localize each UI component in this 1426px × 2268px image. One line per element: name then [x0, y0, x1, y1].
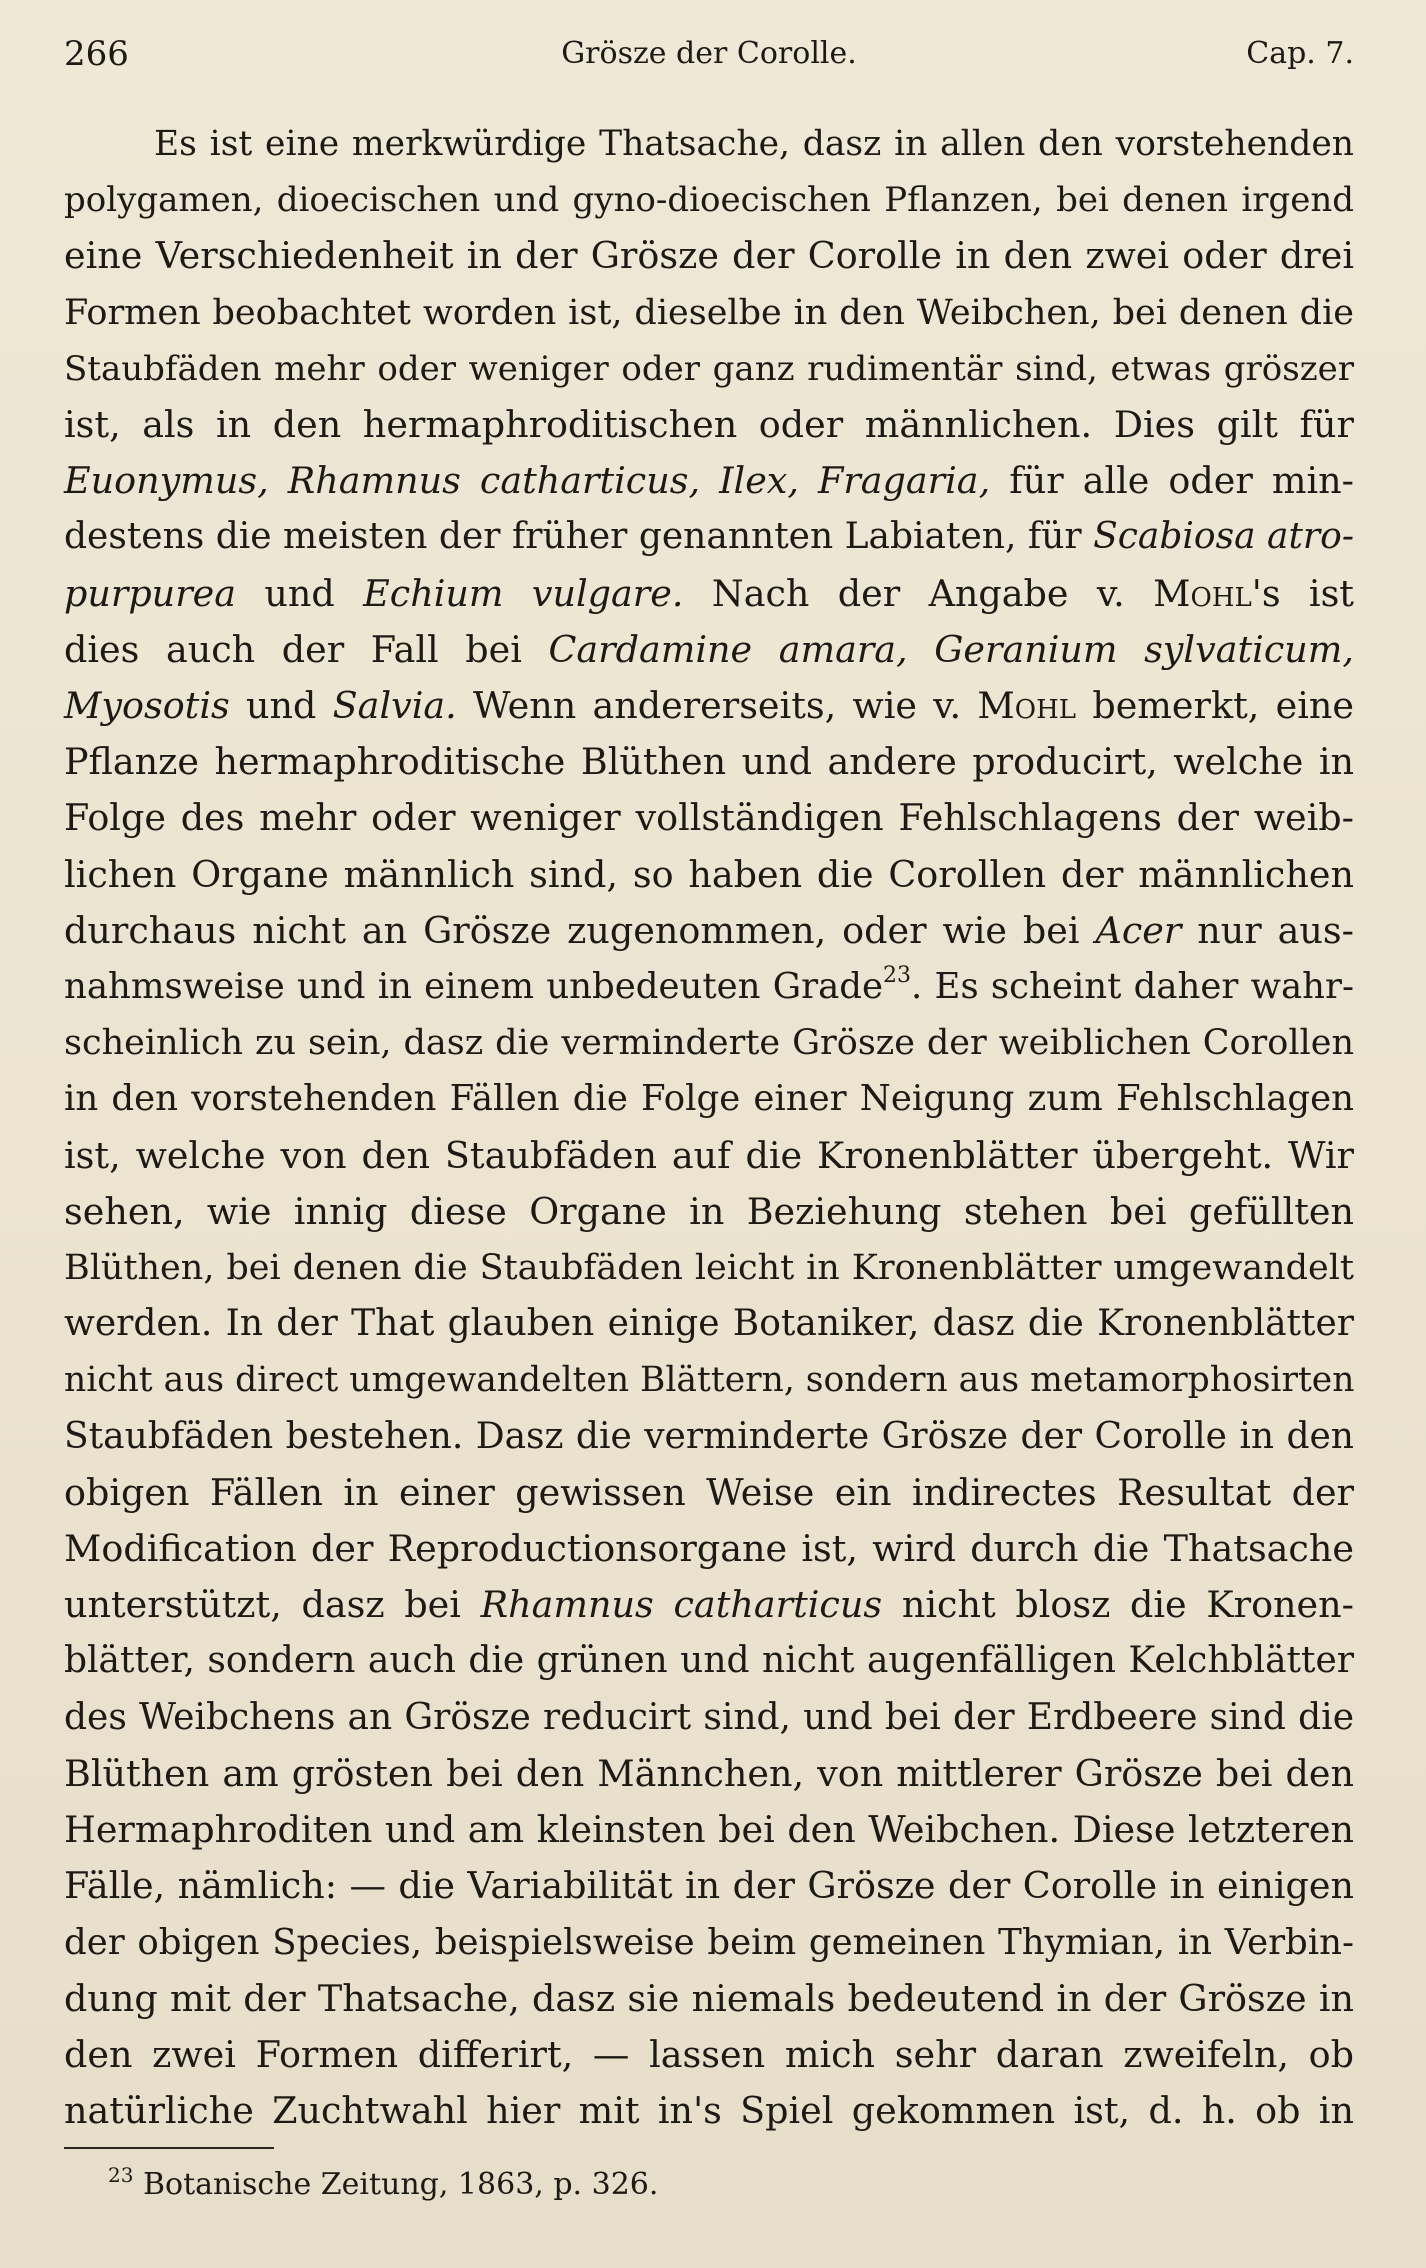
text-line: sehen, wie innig diese Organe in Beziehung stehen bei gefüllten	[64, 1189, 1354, 1233]
text-line: Formen beobachtet worden ist, dieselbe in den Weibchen, bei denen die	[64, 292, 1354, 333]
species-name: Acer	[1095, 908, 1182, 952]
text-line: blätter, sondern auch die grünen und nicht augenfälligen Kelchblätter	[64, 1640, 1354, 1682]
text-span: und	[236, 571, 364, 615]
text-line: den zwei Formen differirt, — lassen mich sehr daran zweifeln, ob	[64, 2032, 1354, 2076]
text-line	[64, 959, 1354, 1015]
text-span: Nach der Angabe v.	[683, 571, 1154, 615]
author-name: Mohl	[977, 684, 1077, 728]
text-line: eine Verschiedenheit in der Grösze der Corolle in den zwei oder drei	[64, 234, 1354, 278]
text-line: lichen Organe männlich sind, so haben die Corollen der männlichen	[64, 852, 1354, 896]
species-name: purpurea	[64, 571, 237, 615]
text-line: Folge des mehr oder weniger vollständigen Fehlschlagens der weib-	[64, 796, 1354, 840]
text-span: nur aus-	[1181, 908, 1354, 952]
page-header	[64, 26, 1354, 82]
text-line: Fälle, nämlich: — die Variabilität in der Grösze der Corolle in einigen	[64, 1864, 1354, 1908]
text-line: Es ist eine merkwürdige Thatsache, dasz in allen den vorstehenden	[154, 124, 1354, 164]
text-line	[64, 678, 1354, 734]
species-names: Cardamine amara, Geranium sylvaticum,	[548, 627, 1354, 671]
species-name: Rhamnus catharticus	[480, 1583, 883, 1627]
text-line	[64, 1577, 1354, 1633]
species-name: Scabiosa atro-	[1093, 516, 1354, 558]
text-line: Blüthen am grösten bei den Männchen, von mittlerer Grösze bei den	[64, 1751, 1354, 1795]
text-line: Modification der Reproductionsorgane ist, wird durch die Thatsache	[64, 1527, 1354, 1571]
text-line: polygamen, dioecischen und gyno-dioecischen Pflanzen, bei denen irgend	[64, 180, 1354, 221]
running-title: Grösze der Corolle.	[561, 36, 857, 71]
text-span: für alle oder min-	[990, 459, 1354, 503]
species-name: Myosotis	[64, 684, 230, 728]
text-line: dung mit der Thatsache, dasz sie niemals bedeutend in der Grösze in	[64, 1976, 1354, 2020]
footnote-number: 23	[108, 2163, 134, 2187]
text-line: obigen Fällen in einer gewissen Weise ein indirectes Resultat der	[64, 1470, 1354, 1514]
text-span: nicht blosz die Kronen-	[882, 1583, 1355, 1627]
text-span: 's ist	[1251, 571, 1354, 615]
text-span: Wenn andererseits, wie v.	[456, 684, 978, 728]
species-name: Salvia.	[332, 684, 457, 728]
text-line: nicht aus direct umgewandelten Blättern, sondern aus metamorphosirten	[64, 1360, 1355, 1401]
text-line: Staubfäden bestehen. Dasz die verminderte Grösze der Corolle in den	[64, 1415, 1354, 1457]
text-line: werden. In der That glauben einige Botaniker, dasz die Kronenblätter	[64, 1303, 1354, 1345]
page-number: 266	[64, 34, 129, 74]
text-line: scheinlich zu sein, dasz die verminderte Grösze der weiblichen Corollen	[64, 1023, 1354, 1064]
species-names: Euonymus, Rhamnus catharticus, Ilex, Fragaria,	[64, 459, 991, 503]
text-line: des Weibchens an Grösze reducirt sind, und bei der Erdbeere sind die	[64, 1696, 1354, 1738]
text-span: nahmsweise und in einem unbedeuten Grade	[64, 966, 883, 1008]
species-name: Echium vulgare.	[363, 571, 684, 615]
text-line: ist, welche von den Staubfäden auf die Kronenblätter übergeht. Wir	[64, 1133, 1354, 1177]
text-line	[64, 566, 1354, 622]
text-line	[64, 903, 1354, 959]
text-line: Staubfäden mehr oder weniger oder ganz rudimentär sind, etwas gröszer	[64, 348, 1354, 389]
text-span: dies auch der Fall bei	[64, 627, 549, 671]
body-text	[64, 116, 1354, 2139]
footnote	[108, 2163, 658, 2207]
author-name: Mohl	[1153, 571, 1252, 615]
text-span: und	[229, 684, 333, 728]
footnote-divider	[64, 2147, 274, 2149]
text-line	[64, 509, 1354, 565]
footnote-text: Botanische Zeitung, 1863, p. 326.	[133, 2167, 659, 2202]
text-span: unterstützt, dasz bei	[64, 1583, 481, 1627]
text-line: Blüthen, bei denen die Staubfäden leicht in Kronenblätter umgewandelt	[64, 1248, 1354, 1289]
text-line	[64, 453, 1354, 509]
footnote-ref: 23	[883, 963, 911, 989]
text-span: destens die meisten der früher genannten Labiaten, für	[64, 516, 1094, 558]
chapter-label: Cap. 7.	[1246, 36, 1354, 71]
text-line: natürliche Zuchtwahl hier mit in's Spiel gekommen ist, d. h. ob in	[64, 2089, 1354, 2133]
text-span: bemerkt, eine	[1076, 684, 1354, 728]
text-line: in den vorstehenden Fällen die Folge einer Neigung zum Fehlschlagen	[64, 1078, 1354, 1120]
text-line: Hermaphroditen und am kleinsten bei den Weibchen. Diese letzteren	[64, 1808, 1354, 1852]
text-line: der obigen Species, beispielsweise beim gemeinen Thymian, in Verbin-	[64, 1921, 1354, 1963]
text-line: ist, als in den hermaphroditischen oder männlichen. Dies gilt für	[64, 403, 1354, 447]
text-span: durchaus nicht an Grösze zugenommen, oder wie bei	[64, 908, 1096, 952]
text-span: . Es scheint daher wahr-	[911, 966, 1354, 1008]
text-line	[64, 622, 1354, 678]
text-line: Pflanze hermaphroditische Blüthen und andere producirt, welche in	[64, 740, 1354, 784]
